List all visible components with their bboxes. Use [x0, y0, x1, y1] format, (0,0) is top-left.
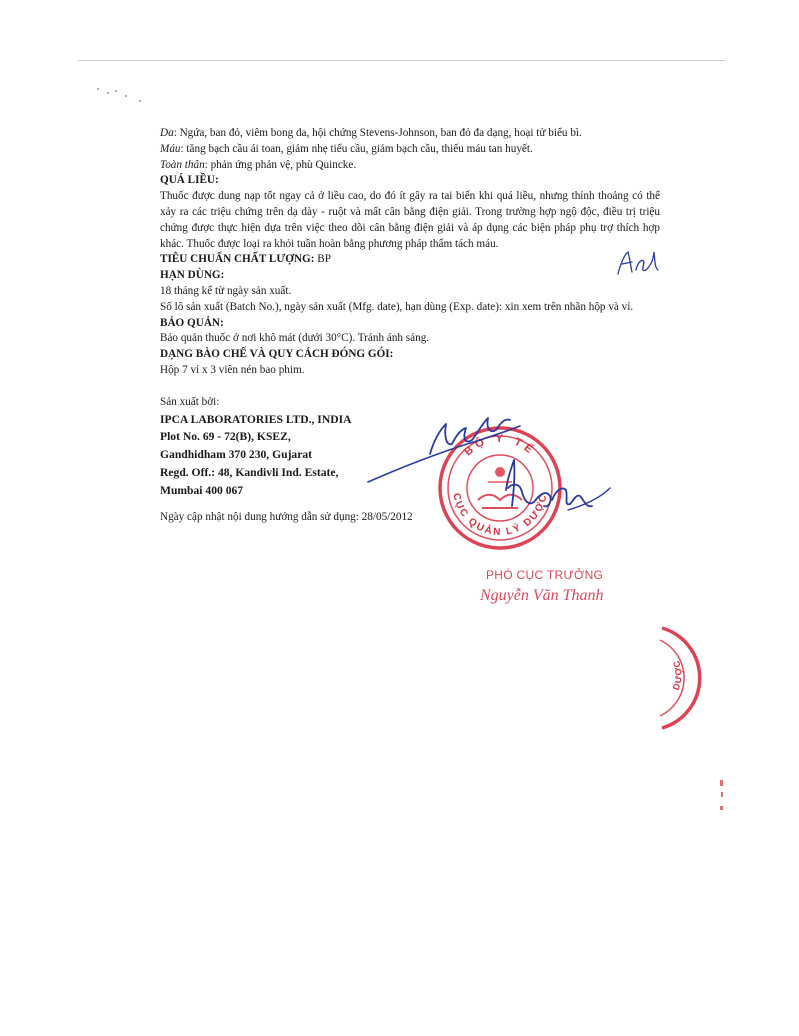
manufacturer-line: Regd. Off.: 48, Kandivli Ind. Estate,	[160, 465, 339, 479]
scan-marks	[720, 780, 723, 810]
storage-text: Bảo quản thuốc ở nơi khô mát (dưới 30°C). Tránh ánh sáng.	[160, 332, 430, 345]
systemic-text: : phản ứng phản vệ, phù Quincke.	[204, 158, 357, 171]
overdose-heading: QUÁ LIỀU:	[160, 174, 219, 187]
approval-block	[480, 568, 666, 605]
approver-name: Nguyễn Văn Thanh	[480, 587, 604, 604]
blood-text: : tăng bạch cầu ái toan, giảm nhẹ tiểu cầu, giảm bạch cầu, thiếu máu tan huyết.	[180, 142, 533, 155]
initial-signature	[618, 252, 658, 274]
skin-label: Da	[160, 127, 174, 139]
form-heading: DẠNG BÀO CHẾ VÀ QUY CÁCH ĐÓNG GÓI:	[160, 348, 394, 361]
expiry-heading: HẠN DÙNG:	[160, 269, 225, 282]
handwritten-signature	[368, 418, 610, 510]
overdose-text: Thuốc được dung nạp tốt ngay cả ở liều cao, do đó ít gây ra tai biến khi quá liều, nhưng thỉnh thoảng có thể xảy ra các triệu chứng trên dạ dày - ruột và mất cân bằng điện giải. Trong trường hợp ngộ độc, điều trị triệu chứng được thực hiện dựa trên việc theo dõi cân bằng điện giải và áp dụng các biện pháp phụ trợ thích hợp khác. Thuốc được loại ra khỏi tuần hoàn bằng phương pháp thẩm tách máu.	[160, 190, 660, 250]
storage-heading: BẢO QUẢN:	[160, 316, 224, 329]
manufacturer-line: IPCA LABORATORIES LTD., INDIA	[160, 412, 352, 426]
batch-text: Số lô sản xuất (Batch No.), ngày sản xuất (Mfg. date), hạn dùng (Exp. date): xin xem trên nhãn hộp và vỉ.	[160, 300, 634, 313]
official-stamp	[440, 428, 560, 548]
quality-value: BP	[314, 253, 331, 266]
approver-position: PHÓ CỤC TRƯỞNG	[486, 568, 604, 582]
systemic-label: Toàn thân	[160, 158, 205, 171]
blood-label: Máu	[160, 142, 181, 155]
skin-text: : Ngứa, ban đỏ, viêm bong da, hội chứng Stevens-Johnson, ban đỏ đa dạng, hoại tử biểu bì.	[173, 127, 582, 139]
manufacturer-line: Plot No. 69 - 72(B), KSEZ,	[160, 430, 291, 444]
svg-text:DƯỢC	[671, 659, 684, 692]
stamp-fragment	[660, 628, 700, 728]
manufacturer-line: Mumbai 400 067	[160, 483, 244, 497]
form-text: Hộp 7 vỉ x 3 viên nén bao phim.	[160, 363, 305, 376]
update-date-text: Ngày cập nhật nội dung hướng dẫn sử dụng: 28/05/2012	[160, 510, 413, 523]
expiry-text: 18 tháng kể từ ngày sản xuất.	[160, 284, 292, 297]
manufacturer-intro: Sản xuất bởi:	[160, 395, 220, 408]
manufacturer-line: Gandhidham 370 230, Gujarat	[160, 448, 313, 462]
stamp-fragment-text: DƯỢC	[670, 658, 684, 692]
stamp-bottom-text: CỤC QUẢN LÝ DƯỢC	[450, 492, 550, 539]
quality-heading: TIÊU CHUẨN CHẤT LƯỢNG:	[160, 253, 315, 266]
stamp-top-text: BỘ Y TẾ	[462, 432, 538, 459]
